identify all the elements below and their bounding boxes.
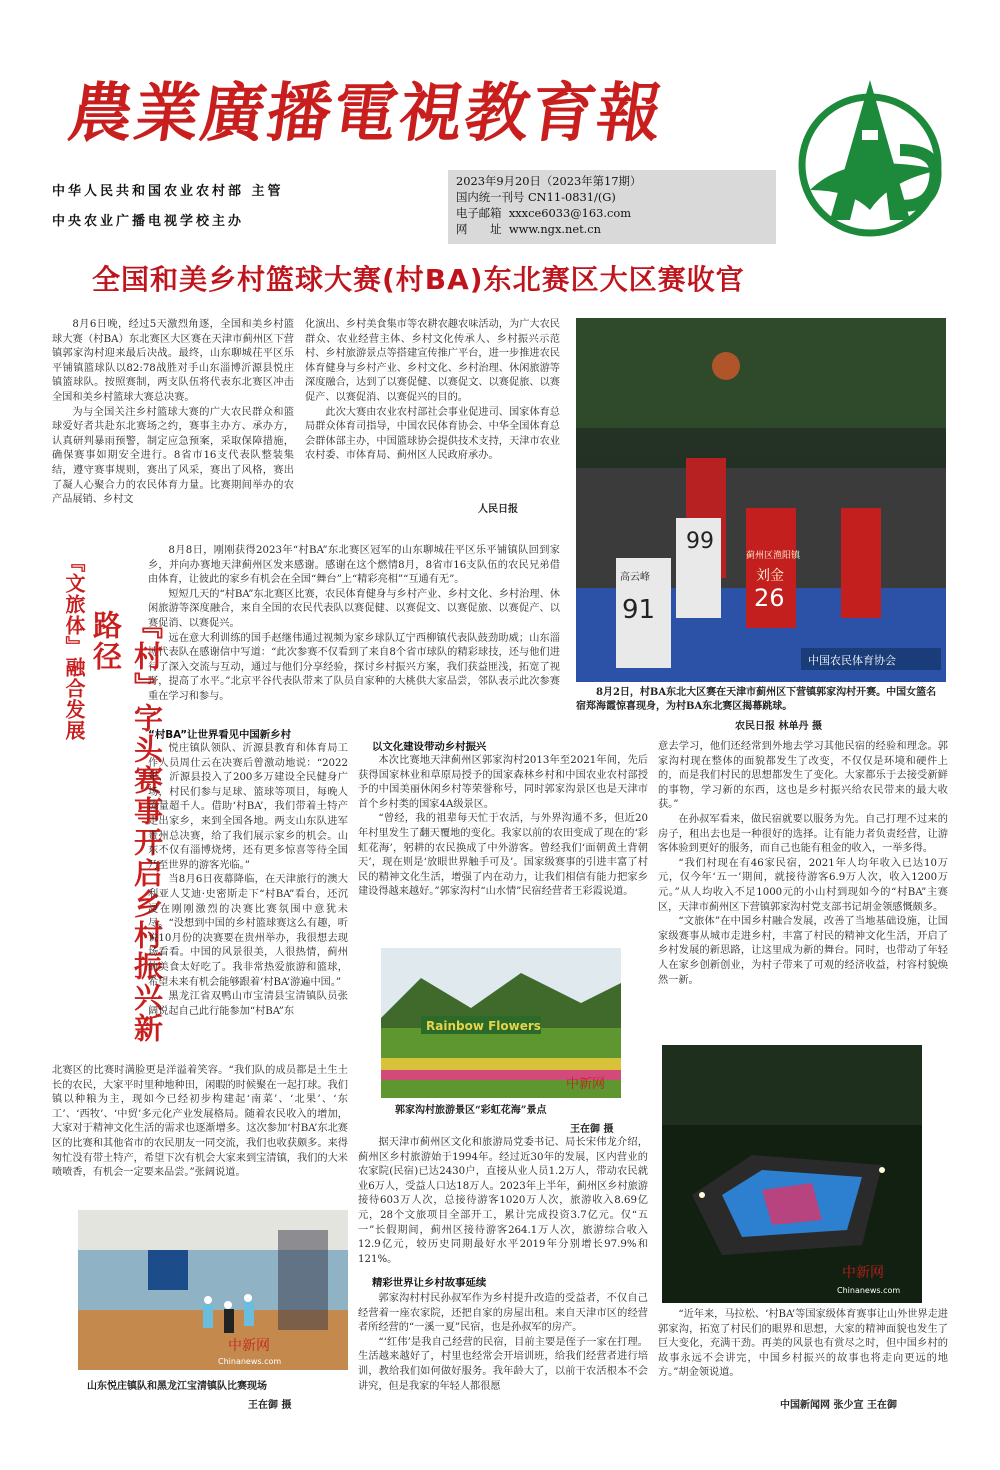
newspaper-logo [790,70,950,250]
article1-credit: 人民日报 [478,504,518,515]
paragraph: “曾经，我的祖辈每天忙于农活，与外界沟通不多，但近20年村里发生了翻天覆地的变化。我家以前的农田变成了现在的‘彩虹花海’，躬耕的农民换成了中外游客。曾经我们‘面朝黄土背朝天’，现在则是‘放眼世界触手可及’。国家级赛事的引进丰富了村民的精神文化生活，增强了内在动力，让我们相信有能力把家乡建设得越来越好。”郭家沟村“山水情”民宿经营者王彩霞说道。 [358,813,648,898]
photo-rainbow-flowers [381,948,621,1098]
article1-column-1 [52,318,294,536]
web-line [456,221,768,237]
sign-rainbow-flowers: Rainbow Flowers [426,1019,541,1033]
article2-column-a-full [52,1064,348,1204]
article2-column-b3 [358,1292,648,1422]
paragraph: 意去学习，他们还经常到外地去学习其他民宿的经验和理念。郭家沟村现在整体的面貌都发生了改变，不仅仅是环境和硬件上的，而是我们村民的思想都发生了变化。大家都乐于去接受新鲜的事物，学习新的东西，这也是乡村振兴给农民带来的最大收获。” [658,741,948,811]
photo-gym-match [78,1210,348,1370]
side-title-culture-tourism-sports: 『文旅体』融合发展 [62,552,86,741]
photo-jump-ball [576,318,946,682]
sponsor-line-2: 中央农业广播电视学校主办 [52,214,245,229]
paragraph: 悦庄镇队领队、沂源县教育和体育局工作人员周仕云在决赛后曾激动地说：“2022年，沂源县投入了200多万建设全民健身广场，村民们参与足球、篮球等项目，每晚人流量超千人。借助‘村BA’，我们带着土特产走出家乡，来到全国各地。两支山东队进军贵州总决赛，给了我们展示家乡的机会。山东不仅有淄博烧烤，还有更多惊喜等待全国乃至世界的游客光临。” [148,743,348,871]
court-banner: 中国农民体育协会 [808,654,896,667]
issue-info-box [448,170,776,244]
photo-aerial-court [662,1045,922,1303]
watermark-en: Chinanews.com [218,1357,282,1366]
email-line [456,205,768,221]
player-name-liujin: 刘金 [756,568,784,584]
paragraph: 本次比赛地天津蓟州区郭家沟村2013年至2021年间，先后获得国家林业和草原局授予的国家森林乡村和中国农业农村部授予的中国美丽休闲乡村等荣誉称号，同时郭家沟景区也是天津市首个乡村类的国家4A级景区。 [358,755,648,810]
paragraph: “我们村现在有46家民宿，2021年人均年收入已达10万元，仅今年‘五一’期间，就接待游客6.9万人次，收入1200万元。”从人均收入不足1000元的小山村到现如今的“村BA”主赛区，天津市蓟州区下营镇郭家沟村党支部书记胡金领感慨颇多。 [658,857,948,913]
paragraph: “近年来，马拉松、‘村BA’等国家级体育赛事让山外世界走进郭家沟，拓宽了村民们的眼界和思想，大家的精神面貌也发生了巨大变化，充满干劲。再美的风景也有赏尽之时，但中国乡村的故事永远不会讲完，中国乡村振兴的故事也将走向更远的地方。”胡金领说道。 [658,1309,948,1379]
paragraph: 8月8日，刚刚获得2023年“村BA”东北赛区冠军的山东聊城茌平区乐平铺镇队回到家乡，并向办赛地天津蓟州区发来感谢。感谢在这个燃情8月，8省市16支队伍的农民兄弟借由体育，让彼此的家乡有机会在全国“舞台”上“精彩亮相”“互通有无”。 [148,545,560,586]
subheading-village-ba: “村BA”让世界看见中国新乡村 [148,729,291,741]
paragraph: 8月6日晚，经过5天激烈角逐，全国和美乡村篮球大赛（村BA）东北赛区大区赛在天津市蓟州区下营镇郭家沟村迎来最后决战。最终，山东聊城茌平区乐平铺镇篮球队以82:78战胜对手山东淄博沂源县悦庄镇篮球队。按照赛制，两支队伍将代表东北赛区冲击全国和美乡村篮球大赛总决赛。 [52,319,294,403]
paragraph: 化演出、乡村美食集市等农耕农趣农味活动，为广大农民群众、农业经营主体、乡村文化传承人、乡村振兴示范村、乡村旅游景点等搭建宣传推广平台，进一步推进农民体育健身与乡村产业、乡村文化、乡村治理、休闲旅游等深度融合，达到了以赛促健、以赛促文、以赛促旅、以赛促产、以赛促消、以赛促兴的目的。 [305,319,560,403]
watermark: 中新网 [228,1338,270,1354]
article2-column-b [358,754,648,940]
paragraph: 郭家沟村村民孙叔军作为乡村提升改造的受益者，不仅自己经营着一座农家院，还把自家的房屋出租。来自天津市区的经营者所经营的“一溪一夏”民宿，也是孙叔军的房产。 [358,1293,648,1334]
paragraph: 据天津市蓟州区文化和旅游局党委书记、局长宋伟龙介绍，蓟州区乡村旅游始于1994年。经过近30年的发展，区内营业的农家院(民宿)已达2430户，直接从业人员1.2万人，带动农民就业6万人，受益人口达18万人。2023年上半年，蓟州区乡村旅游接待603万人次，总接待游客1020万人次，旅游收入8.69亿元，28个文旅项目全部开工，累计完成投资3.7亿元。仅“五一”长假期间，蓟州区接待游客264.1万人次，旅游综合收入12.9亿元，较历史同期最好水平2019年分别增长97.9%和121%。 [358,1137,648,1265]
paragraph: 在孙叔军看来，做民宿就要以服务为先。自己打理不过来的房子，租出去也是一种很好的选择。让有能力者负责经营，让游客体验到更好的服务，而自己也能有租金的收入，一举多得。 [658,813,948,855]
email-label: 电子邮箱 [456,206,502,220]
paragraph: “文旅体”在中国乡村融合发展，改善了当地基础设施，让国家级赛事从城市走进乡村，丰富了村民的精神文化生活，开启了乡村发展的新思路，让这里成为新的舞台。同时，也带动了年轻人在家乡创新创业，为村子带来了可观的经济收益，村容村貌焕然一新。 [658,916,948,986]
jersey-number-91: 91 [622,595,656,625]
paragraph: 北赛区的比赛时满脸更是洋溢着笑容。“我们队的成员都是土生土长的农民，大家平时里种地种田，闲暇的时候聚在一起打球。我们镇以种粮为主，现如今已经初步构建起‘南菜’、‘北果’、‘东工’、‘西牧’、‘中贸’多元化产业发展格局。随着农民收入的增加，大家对于精神文化生活的需求也逐渐增多。这次参加‘村BA’东北赛区的比赛和其他省市的农民朋友一同交流，我们也收获颇多。来得匆忙没有带土特产，希望下次有机会大家来到宝清镇，我们的大米喷喷香，有机会一定要来品尝。”张阔说道。 [52,1065,348,1179]
article1-column-2 [305,318,560,493]
watermark: 中新网 [842,1265,884,1281]
issue-number: 国内统一刊号 CN11-0831/(G) [456,190,616,204]
photo1-credit: 农民日报 林单丹 摄 [735,721,822,732]
team-name-text: 蓟州区渔阳镇 [746,551,801,561]
paragraph: “‘红伟’是我自己经营的民宿，目前主要是侄子一家在打理。生活越来越好了，村里也经常会开培训班，给我们经营者进行培训，教给我们如何做好服务。我年龄大了，以前干农活根本不会讲究，但是我家的年轻人都很愿 [358,1336,648,1392]
paragraph: 此次大赛由农业农村部社会事业促进司、国家体育总局群众体育司指导，中国农民体育协会、中华全国体育总会群体部主办，中国篮球协会提供技术支持，天津市农业农村委、市体育局、蓟州区人民政府承办。 [305,406,560,462]
article2-column-b2 [358,1136,648,1278]
paragraph: 短短几天的“村BA”东北赛区比赛，农民体育健身与乡村产业、乡村文化、乡村治理、休闲旅游等深度融合，来自全国的农民代表队以赛促健、以赛促文、以赛促旅、以赛促产、以赛促消、以赛促兴。 [148,588,560,629]
jersey-number-99: 99 [686,529,714,554]
masthead-title: 農業廣播電視教育報 [63,76,669,151]
photo3-caption: 山东悦庄镇队和黑龙江宝清镇队比赛现场 [87,1381,267,1392]
photo2-caption: 郭家沟村旅游景区“彩虹花海”景点 [395,1105,547,1116]
issue-date: 2023年9月20日（2023年第17期） [456,174,642,188]
article2-column-c [658,740,948,1040]
sponsor-line-1: 中华人民共和国农业农村部 主管 [52,184,284,199]
side-title-village-events: 『村』字头赛事开启乡村振兴新路径 [89,610,164,1044]
paragraph: 黑龙江省双鸭山市宝清县宝清镇队员张阔说起自己此行能参加“村BA”东 [148,991,348,1017]
photo1-caption: 8月2日，村BA东北大区赛在天津市蓟州区下营镇郭家沟村开赛。中国女篮名宿郑海霞惊喜现身，为村BA东北赛区揭幕跳球。 [576,687,937,712]
article2-intro [148,544,560,734]
photo2-credit: 王在御 摄 [570,1124,614,1135]
paragraph: 为与全国关注乡村篮球大赛的广大农民群众和篮球爱好者共赴东北赛场之约，赛事主办方、承办方，认真研判暴雨预警，制定应急预案，采取保障措施，确保赛事如期安全进行。8省市16支代表队整装集结，遵守赛事规则，赛出了风采，赛出了风格，赛出了凝人心聚合力的农民体育力量。比赛期间举办的农产品展销、乡村文 [52,406,294,506]
web-value: www.ngx.net.cn [508,222,602,236]
article2-column-a [148,742,348,1062]
watermark: 中新网 [566,1077,606,1092]
player-name-gaoyunfeng: 高云峰 [620,572,650,583]
photo3-credit: 王在御 摄 [248,1400,292,1411]
article2-column-c2 [658,1308,948,1394]
subheading-culture-building: 以文化建设带动乡村振兴 [372,741,487,753]
subheading-village-story: 精彩世界让乡村故事延续 [372,1277,487,1289]
watermark-en: Chinanews.com [837,1286,901,1295]
paragraph: 远在意大利训练的国手赵继伟通过视频为家乡球队辽宁西柳镇代表队鼓劲助威；山东淄博代表队在感谢信中写道：“此次参赛不仅看到了来自8个省市球队的精彩球技，还与他们进行了深入交流与互动，通过与他们分享经验，探讨乡村振兴方案，我们获益匪浅，拓宽了视野，提高了水平。”北京平谷代表队带来了队员自家种的大桃供大家品尝，邻队表示此次参赛重在学习和参与。 [148,632,560,702]
headline: 全国和美乡村篮球大赛(村BA)东北赛区大区赛收官 [92,263,745,296]
web-label: 网 址 [456,222,502,236]
email-value: xxxce6033@163.com [508,206,631,220]
article2-final-credit: 中国新闻网 张少宣 王在御 [780,1400,897,1411]
jersey-number-26: 26 [754,584,785,612]
paragraph: 当8月6日夜幕降临，在天津旅行的澳大利亚人艾迪·史密斯走下“村BA”看台，还沉浸在刚刚激烈的决赛比赛氛围中意犹未尽。“没想到中国的乡村篮球赛这么有趣，听说10月份的决赛要在贵州举办，我很想去现场看看。中国的风景很美，人很热情，蓟州的美食太好吃了。我非常热爱旅游和篮球，希望未来有机会能够跟着‘村BA’游遍中国。” [148,874,348,988]
